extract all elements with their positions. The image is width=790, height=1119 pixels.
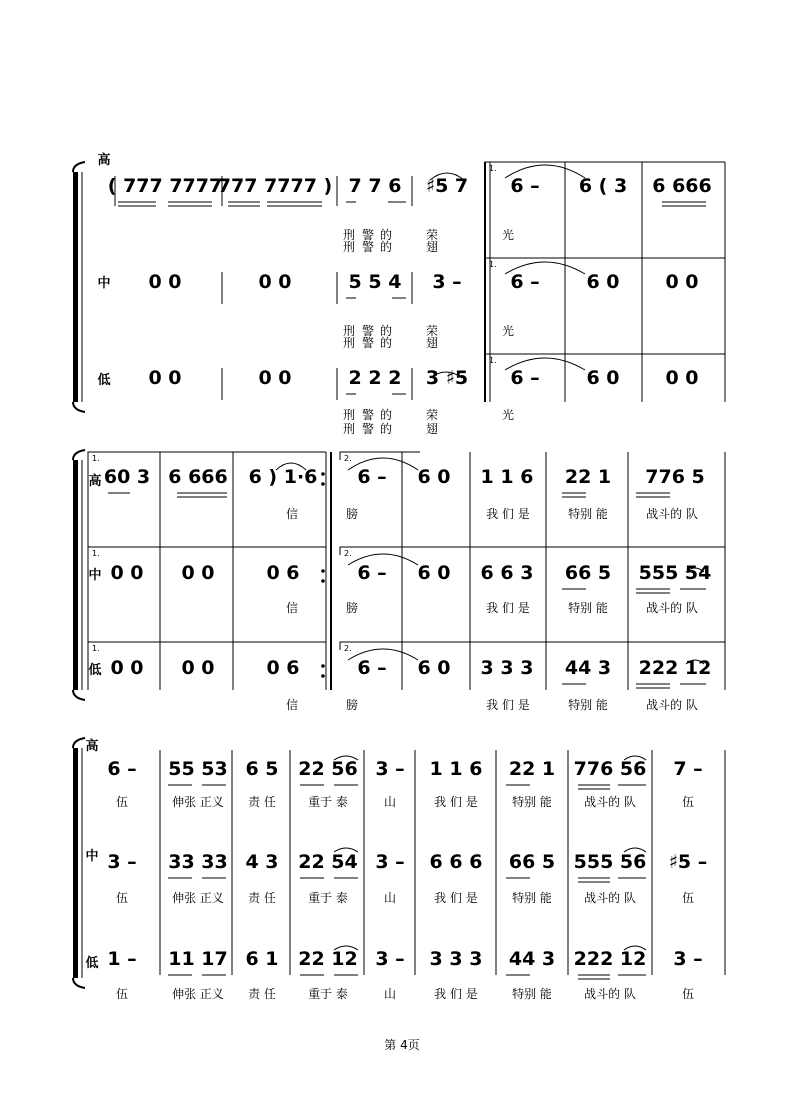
lyric-a: 刑 <box>342 408 356 422</box>
lyric: 伸张 正义 <box>172 891 224 905</box>
note-mid-s3-m2: 33 33 <box>168 851 228 873</box>
note-high-s3-m9: 7 – <box>673 758 703 780</box>
note-high-s2-m7: 22 1 <box>564 466 612 488</box>
repeat-dot <box>321 569 325 573</box>
lyric: 特别 能 <box>568 601 608 615</box>
note-mid-s2-m4: 6 – <box>357 562 387 584</box>
note-mid-s1-m5: 6 – <box>510 271 540 293</box>
lyric-a: 的 <box>379 408 393 422</box>
note-high-s3-m3: 6 5 <box>245 758 279 780</box>
note-mid-s3-m7: 66 5 <box>508 851 556 873</box>
lyric-b: 刑 <box>342 240 356 254</box>
lyric: 膀 <box>345 698 359 712</box>
lyric: 责 任 <box>248 795 276 809</box>
volta-label-s2-low: 2. <box>344 644 352 653</box>
lyric-a: 的 <box>379 228 393 242</box>
voice-label-high-s2: 高 <box>88 474 102 489</box>
note-mid-s3-m4: 22 54 <box>298 851 358 873</box>
lyric-b: 刑 <box>342 336 356 350</box>
lyric: 伍 <box>115 891 129 905</box>
volta-label-s1-mid: 1. <box>489 260 497 269</box>
lyric: 我 们 是 <box>434 795 478 809</box>
lyric-b: 翅 <box>425 336 439 350</box>
volta-label-s2-mid: 1. <box>92 549 100 558</box>
note-mid-s3-m6: 6 6 6 <box>429 851 483 873</box>
lyric: 我 们 是 <box>486 601 530 615</box>
lyric: 伍 <box>681 987 695 1001</box>
lyric-b: 的 <box>379 336 393 350</box>
note-low-s3-m9: 3 – <box>673 948 703 970</box>
note-low-s2-m1: 0 0 <box>110 657 144 679</box>
note-mid-s2-m5: 6 0 <box>417 562 451 584</box>
lyric: 战斗的 队 <box>646 507 698 521</box>
lyric: 我 们 是 <box>434 987 478 1001</box>
lyric: 特别 能 <box>512 795 552 809</box>
lyric: 山 <box>383 795 397 809</box>
note-high-s1-m7: 6 666 <box>652 175 712 197</box>
volta-bracket-s2-high <box>88 452 326 460</box>
lyric-a: 光 <box>501 324 515 338</box>
lyric-a: 警 <box>361 408 375 422</box>
note-high-s2-m3: 6 ) 1·6 <box>248 466 318 488</box>
lyric: 信 <box>285 698 299 712</box>
note-low-s1-m6: 6 0 <box>586 367 620 389</box>
lyric-b: 警 <box>361 422 375 436</box>
note-high-s3-m6: 1 1 6 <box>429 758 483 780</box>
repeat-dot <box>321 674 325 678</box>
bracket-hook-top <box>73 450 85 460</box>
note-high-s3-m4: 22 56 <box>298 758 358 780</box>
note-low-s1-m3: 2 2 2 <box>348 367 402 389</box>
note-low-s1-m2: 0 0 <box>258 367 292 389</box>
note-low-s2-m6: 3 3 3 <box>480 657 534 679</box>
note-mid-s2-m7: 66 5 <box>564 562 612 584</box>
note-low-s2-m2: 0 0 <box>181 657 215 679</box>
lyric: 特别 能 <box>512 891 552 905</box>
lyric-a: 警 <box>361 228 375 242</box>
note-high-s2-m5: 6 0 <box>417 466 451 488</box>
note-low-s1-m1: 0 0 <box>148 367 182 389</box>
volta-label-s1-high: 1. <box>489 164 497 173</box>
note-mid-s2-m1: 0 0 <box>110 562 144 584</box>
page-number: 第 4页 <box>384 1038 420 1052</box>
note-high-s1-m5: 6 – <box>510 175 540 197</box>
lyric: 战斗的 队 <box>584 795 636 809</box>
note-low-s3-m4: 22 12 <box>298 948 358 970</box>
note-mid-s3-m1: 3 – <box>107 851 137 873</box>
note-mid-s2-m3: 0 6 <box>266 562 300 584</box>
volta-bracket-s2-low <box>88 642 326 650</box>
volta-bracket-s2-mid <box>88 547 326 555</box>
lyric-b: 刑 <box>342 422 356 436</box>
repeat-dot <box>321 664 325 668</box>
lyric: 战斗的 队 <box>584 987 636 1001</box>
note-low-s2-m4: 6 – <box>357 657 387 679</box>
lyric: 战斗的 队 <box>646 698 698 712</box>
voice-label-mid-s3: 中 <box>85 849 99 864</box>
note-low-s1-m4: 3 ♯5 <box>425 367 469 389</box>
note-high-s1-m2: 777 7777 ) <box>217 175 333 197</box>
volta-label-s2-high: 2. <box>344 454 352 463</box>
system-bracket <box>73 748 78 978</box>
lyric: 重于 泰 <box>308 987 348 1001</box>
note-high-s3-m5: 3 – <box>375 758 405 780</box>
volta-label-s2-low: 1. <box>92 644 100 653</box>
lyric: 伸张 正义 <box>172 987 224 1001</box>
note-low-s2-m8: 222 12 <box>638 657 712 679</box>
note-high-s2-m8: 776 5 <box>645 466 705 488</box>
note-mid-s3-m9: ♯5 – <box>668 851 708 873</box>
lyric-b: 警 <box>361 240 375 254</box>
lyric: 我 们 是 <box>434 891 478 905</box>
volta-bracket-s1-high <box>485 162 725 170</box>
note-high-s2-m1: 60 3 <box>103 466 151 488</box>
lyric: 重于 泰 <box>308 891 348 905</box>
note-low-s3-m6: 3 3 3 <box>429 948 483 970</box>
lyric-a: 荣 <box>425 324 439 338</box>
note-low-s3-m1: 1 – <box>107 948 137 970</box>
note-low-s3-m3: 6 1 <box>245 948 279 970</box>
note-low-s2-m5: 6 0 <box>417 657 451 679</box>
lyric-a: 光 <box>501 408 515 422</box>
lyric-a: 刑 <box>342 228 356 242</box>
note-mid-s1-m1: 0 0 <box>148 271 182 293</box>
note-mid-s1-m6: 6 0 <box>586 271 620 293</box>
note-mid-s1-m2: 0 0 <box>258 271 292 293</box>
note-high-s1-m6: 6 ( 3 <box>578 175 628 197</box>
lyric: 特别 能 <box>568 507 608 521</box>
lyric: 战斗的 队 <box>646 601 698 615</box>
note-high-s3-m1: 6 – <box>107 758 137 780</box>
note-high-s3-m2: 55 53 <box>168 758 228 780</box>
lyric: 伍 <box>115 987 129 1001</box>
system-bracket <box>73 172 78 402</box>
lyric-a: 荣 <box>425 408 439 422</box>
lyric-b: 警 <box>361 336 375 350</box>
note-mid-s1-m3: 5 5 4 <box>348 271 402 293</box>
volta-bracket-s2-high <box>340 452 420 460</box>
note-mid-s3-m8: 555 56 <box>573 851 647 873</box>
voice-label-low: 低 <box>97 373 111 388</box>
lyric: 伍 <box>681 891 695 905</box>
lyric: 信 <box>285 507 299 521</box>
repeat-dot <box>321 482 325 486</box>
voice-label-low-s3: 低 <box>85 956 99 971</box>
note-low-s3-m5: 3 – <box>375 948 405 970</box>
note-high-s3-m7: 22 1 <box>508 758 556 780</box>
note-high-s3-m8: 776 56 <box>573 758 647 780</box>
voice-label-high-s3: 高 <box>85 739 99 754</box>
bracket-hook-top <box>73 162 85 172</box>
note-high-s1-m3: 7 7 6 <box>348 175 402 197</box>
bracket-hook-bottom <box>73 978 85 988</box>
note-low-s2-m7: 44 3 <box>564 657 612 679</box>
lyric: 我 们 是 <box>486 507 530 521</box>
voice-label-mid: 中 <box>97 276 111 291</box>
note-low-s3-m2: 11 17 <box>168 948 228 970</box>
note-high-s2-m6: 1 1 6 <box>480 466 534 488</box>
note-mid-s1-m4: 3 – <box>432 271 462 293</box>
lyric: 信 <box>285 601 299 615</box>
lyric: 责 任 <box>248 891 276 905</box>
lyric-a: 光 <box>501 228 515 242</box>
repeat-dot <box>321 579 325 583</box>
volta-label-s1-low: 1. <box>489 356 497 365</box>
note-low-s2-m3: 0 6 <box>266 657 300 679</box>
lyric-a: 荣 <box>425 228 439 242</box>
lyric: 膀 <box>345 507 359 521</box>
system-bracket <box>73 460 78 690</box>
note-low-s1-m5: 6 – <box>510 367 540 389</box>
lyric: 责 任 <box>248 987 276 1001</box>
lyric: 山 <box>383 891 397 905</box>
lyric: 我 们 是 <box>486 698 530 712</box>
note-mid-s3-m5: 3 – <box>375 851 405 873</box>
volta-label-s2-mid: 2. <box>344 549 352 558</box>
lyric-b: 的 <box>379 240 393 254</box>
repeat-dot <box>321 472 325 476</box>
volta-label-s2-high: 1. <box>92 454 100 463</box>
lyric-a: 警 <box>361 324 375 338</box>
note-high-s2-m2: 6 666 <box>168 466 228 488</box>
note-high-s1-m1: ( 777 7777 <box>107 175 223 197</box>
lyric: 重于 泰 <box>308 795 348 809</box>
note-mid-s3-m3: 4 3 <box>245 851 279 873</box>
lyric-b: 翅 <box>425 240 439 254</box>
note-mid-s2-m6: 6 6 3 <box>480 562 534 584</box>
note-high-s2-m4: 6 – <box>357 466 387 488</box>
lyric: 伍 <box>115 795 129 809</box>
voice-label-mid-s2: 中 <box>88 568 102 583</box>
bracket-hook-bottom <box>73 690 85 700</box>
note-low-s3-m7: 44 3 <box>508 948 556 970</box>
lyric-a: 刑 <box>342 324 356 338</box>
note-mid-s2-m8: 555 54 <box>638 562 712 584</box>
lyric: 伸张 正义 <box>172 795 224 809</box>
lyric-a: 的 <box>379 324 393 338</box>
bracket-hook-top <box>73 738 85 748</box>
lyric-b: 的 <box>379 422 393 436</box>
note-low-s1-m7: 0 0 <box>665 367 699 389</box>
lyric: 特别 能 <box>512 987 552 1001</box>
note-high-s1-m4: ♯5 7 <box>425 175 469 197</box>
lyric-b: 翅 <box>425 422 439 436</box>
note-mid-s2-m2: 0 0 <box>181 562 215 584</box>
voice-label-high: 高 <box>97 153 111 168</box>
lyric: 山 <box>383 987 397 1001</box>
lyric: 特别 能 <box>568 698 608 712</box>
voice-label-low-s2: 低 <box>88 663 102 678</box>
lyric: 膀 <box>345 601 359 615</box>
note-mid-s1-m7: 0 0 <box>665 271 699 293</box>
note-low-s3-m8: 222 12 <box>573 948 647 970</box>
bracket-hook-bottom <box>73 402 85 412</box>
lyric: 伍 <box>681 795 695 809</box>
lyric: 战斗的 队 <box>584 891 636 905</box>
